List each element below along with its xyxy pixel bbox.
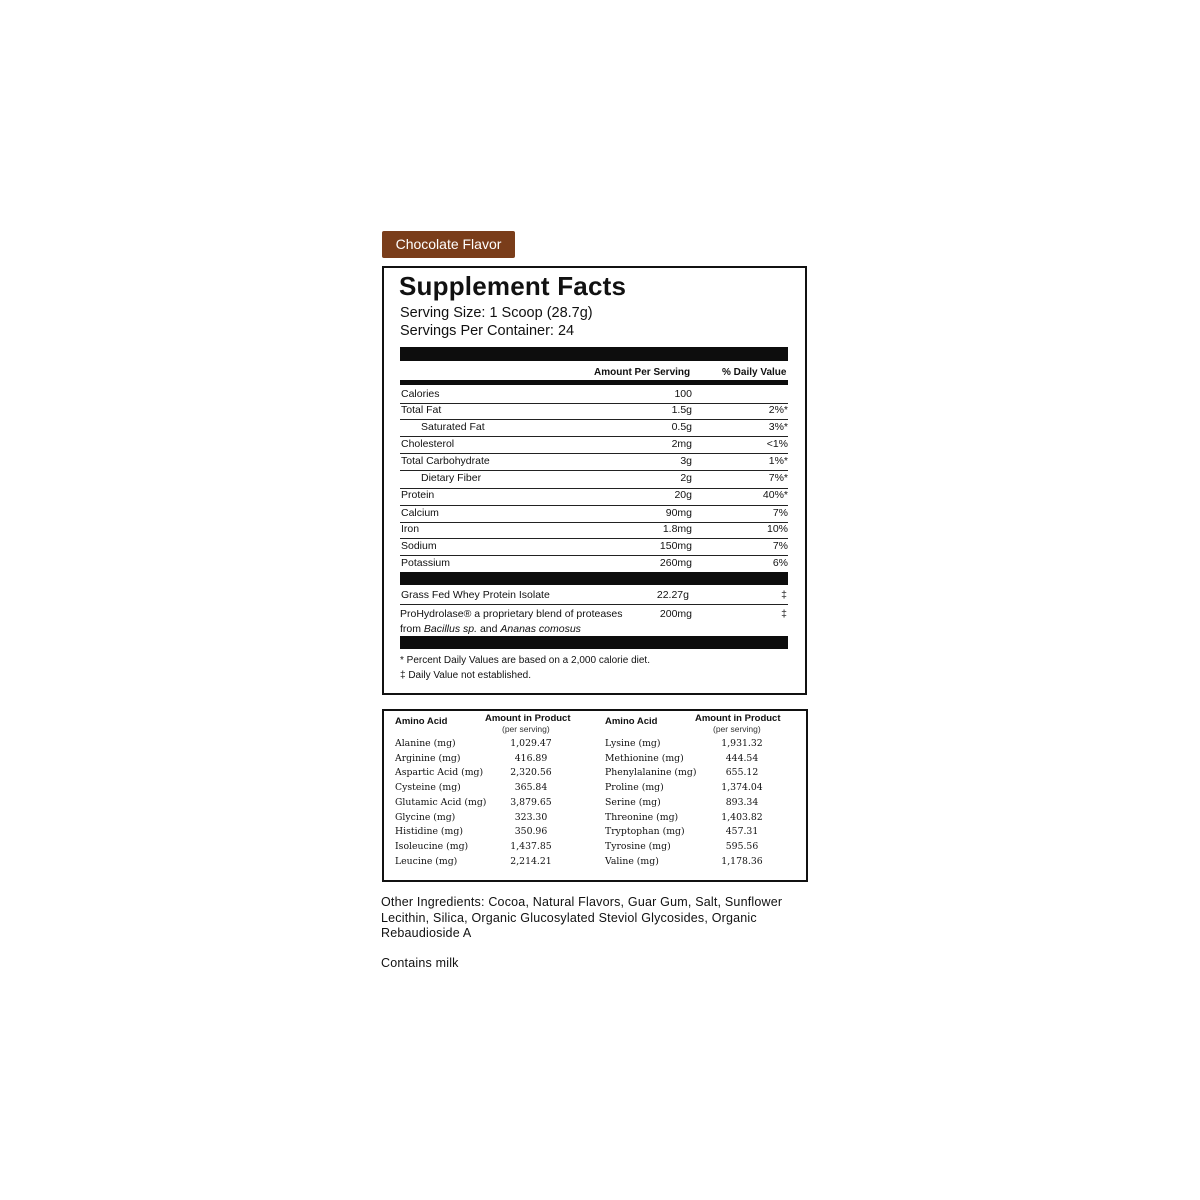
amino-acid-name: Alanine (mg) [395, 738, 456, 749]
blend-amount: 200mg [659, 608, 692, 620]
amino-acid-name: Cysteine (mg) [395, 782, 461, 793]
nutrient-row [400, 421, 788, 437]
amino-acid-value: 595.56 [725, 841, 759, 852]
blend-row-whey [400, 589, 788, 605]
amino-acid-value: 1,178.36 [721, 856, 763, 867]
amino-acid-value: 2,214.21 [510, 856, 552, 867]
other-ingredients: Other Ingredients: Cocoa, Natural Flavors, Guar Gum, Salt, Sunflower Lecithin, Silica, Organic Glucosylated Steviol Glycosides, Organic Rebaudioside A [381, 895, 783, 940]
nutrient-row [400, 557, 788, 570]
nutrient-row [400, 455, 788, 471]
amino-acid-value: 457.31 [725, 826, 759, 837]
nutrient-amount: 2g [680, 472, 692, 484]
nutrient-amount: 2mg [671, 438, 692, 450]
nutrient-name: Cholesterol [401, 438, 455, 450]
amino-acid-value: 350.96 [514, 826, 548, 837]
nutrient-name: Protein [401, 489, 435, 501]
nutrient-amount: 3g [680, 455, 692, 467]
allergen-statement: Contains milk [381, 956, 459, 970]
amino-acid-value: 416.89 [514, 753, 548, 764]
amino-acid-value: 365.84 [514, 782, 548, 793]
nutrient-name: Potassium [401, 557, 451, 569]
flavor-tag: Chocolate Flavor [382, 231, 515, 258]
amino-acid-name: Serine (mg) [605, 797, 661, 808]
amino-acid-value: 655.12 [725, 767, 759, 778]
amino-acid-name: Valine (mg) [605, 856, 659, 867]
nutrient-amount: 1.8mg [662, 523, 692, 535]
nutrient-name: Dietary Fiber [421, 472, 482, 484]
amino-acid-name: Threonine (mg) [605, 812, 679, 823]
amino-acid-name: Proline (mg) [605, 782, 664, 793]
amino-acid-name: Arginine (mg) [395, 753, 461, 764]
amino-amount-header-left: Amount in Product [485, 713, 571, 724]
nutrient-row [400, 404, 788, 420]
amino-acid-name: Lysine (mg) [605, 738, 661, 749]
blend-amount: 22.27g [656, 589, 689, 601]
amino-amount-sub-right: (per serving) [713, 724, 761, 734]
nutrient-amount: 90mg [665, 507, 692, 519]
amino-acid-name: Histidine (mg) [395, 826, 463, 837]
blend-dv: ‡ [781, 608, 787, 620]
amino-acid-value: 2,320.56 [510, 767, 552, 778]
header-divider [400, 380, 788, 385]
nutrient-row [400, 472, 788, 489]
nutrient-amount: 1.5g [671, 404, 692, 416]
amino-acid-name: Phenylalanine (mg) [605, 767, 697, 778]
amino-acid-value: 893.34 [725, 797, 759, 808]
nutrient-name: Calories [401, 388, 440, 400]
blend-dv: ‡ [781, 589, 787, 601]
nutrient-daily-value: 2%* [768, 404, 788, 416]
nutrient-daily-value: <1% [766, 438, 788, 450]
facts-title: Supplement Facts [399, 271, 627, 301]
blend-name-line2: from Bacillus sp. and Ananas comosus [400, 623, 581, 635]
nutrient-row [400, 489, 788, 506]
nutrient-daily-value: 40%* [762, 489, 788, 501]
nutrient-daily-value: 7% [772, 507, 788, 519]
nutrient-daily-value: 1%* [768, 455, 788, 467]
nutrient-daily-value: 3%* [768, 421, 788, 433]
nutrient-name: Total Carbohydrate [401, 455, 490, 467]
amino-acid-value: 1,403.82 [721, 812, 763, 823]
serving-size: Serving Size: 1 Scoop (28.7g) [400, 305, 593, 321]
blend-name: Grass Fed Whey Protein Isolate [401, 589, 550, 601]
nutrient-daily-value: 10% [766, 523, 788, 535]
amino-acid-name: Glutamic Acid (mg) [395, 797, 487, 808]
nutrient-row [400, 523, 788, 539]
amino-amount-sub-left: (per serving) [502, 724, 550, 734]
nutrient-name: Total Fat [401, 404, 442, 416]
nutrient-name: Saturated Fat [421, 421, 485, 433]
thick-divider-top [400, 347, 788, 361]
blend-row-prohydrolase [400, 608, 788, 636]
header-daily-value: % Daily Value [722, 367, 787, 378]
thick-divider-middle [400, 572, 788, 585]
footnote-daily-values: * Percent Daily Values are based on a 2,000 calorie diet. [400, 655, 650, 666]
nutrient-row [400, 507, 788, 523]
nutrient-amount: 0.5g [671, 421, 692, 433]
thick-divider-bottom [400, 636, 788, 649]
amino-acid-name: Aspartic Acid (mg) [395, 767, 484, 778]
amino-acid-value: 1,374.04 [721, 782, 763, 793]
amino-acid-value: 1,029.47 [510, 738, 552, 749]
nutrient-amount: 20g [674, 489, 692, 501]
nutrient-row [400, 540, 788, 556]
amino-acid-name: Glycine (mg) [395, 812, 456, 823]
amino-acid-name: Tyrosine (mg) [605, 841, 671, 852]
nutrient-row [400, 438, 788, 454]
amino-acid-value: 444.54 [725, 753, 759, 764]
amino-acid-name: Isoleucine (mg) [395, 841, 469, 852]
amino-acid-value: 1,931.32 [721, 738, 763, 749]
amino-amount-header-right: Amount in Product [695, 713, 781, 724]
header-amount-per-serving: Amount Per Serving [594, 367, 691, 378]
nutrient-name: Calcium [401, 507, 439, 519]
nutrient-amount: 150mg [659, 540, 692, 552]
amino-acid-name: Leucine (mg) [395, 856, 458, 867]
nutrient-daily-value: 7%* [768, 472, 788, 484]
nutrient-daily-value: 6% [772, 557, 788, 569]
blend-name-line1: ProHydrolase® a proprietary blend of proteases [400, 608, 623, 620]
amino-col-header-right: Amino Acid [605, 716, 658, 727]
nutrient-row [400, 388, 788, 404]
amino-col-header-left: Amino Acid [395, 716, 448, 727]
nutrient-amount: 260mg [659, 557, 692, 569]
nutrient-amount: 100 [674, 388, 692, 400]
servings-per-container: Servings Per Container: 24 [400, 323, 575, 339]
amino-acid-value: 323.30 [514, 812, 548, 823]
amino-acid-value: 3,879.65 [510, 797, 552, 808]
nutrient-name: Iron [401, 523, 420, 535]
footnote-not-established: ‡ Daily Value not established. [400, 670, 532, 681]
amino-acid-name: Methionine (mg) [605, 753, 684, 764]
nutrient-name: Sodium [401, 540, 437, 552]
amino-acid-value: 1,437.85 [510, 841, 552, 852]
nutrient-daily-value: 7% [772, 540, 788, 552]
amino-acid-name: Tryptophan (mg) [605, 826, 685, 837]
